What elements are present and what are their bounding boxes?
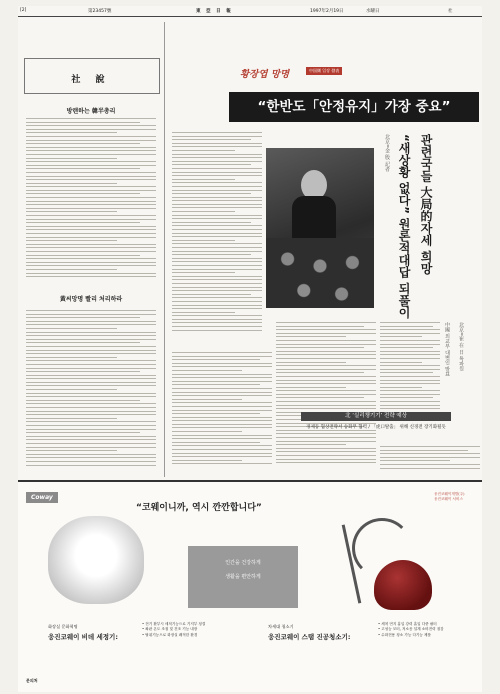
editorial-body-2 [26,310,156,470]
vertical-headline-2: “새상황 없다” 원론적대답 되풀이 [397,134,411,319]
newspaper-page [18,6,482,690]
bidet-product-image [48,516,144,604]
ad-company-lines: 웅진코웨이개발(주) 웅진코웨이 서비스 [434,492,465,501]
story-body-bottom-3 [380,446,480,474]
sub-article-subtitle: 경제등 협상전략서 승화무 협력 / 「虎口탈출」 위해 신경전 장기화될듯 [306,425,446,430]
editorial-body-1 [26,118,156,284]
story-body-bottom-1 [172,352,272,472]
main-headline: “한반도「안정유지」가장 중요” [229,92,479,122]
left-product-bullets: • 전기 환부시 세척기능으로 기저부 청결 • 좌판 온도 조절 및 건조 기능 내장 • 탈취기능으로 화장실 쾌적한 환경 [142,622,206,637]
story-body-bottom-2 [276,322,376,472]
page-header [18,6,482,17]
ad-tagline: “코웨이니까, 역시 깐깐합니다” [136,503,262,513]
right-product-name: 웅진코웨이 스탬 진공청소기: [268,633,351,641]
coway-advertisement [18,480,482,692]
editorial-column [18,22,165,477]
editorial-title-1: 방랜하는 韓半총리 [66,108,116,115]
left-product-name: 웅진코웨이 비데 세정기: [48,633,118,641]
editorial-title-2: 黃씨망명 빨리 처리하라 [59,296,123,303]
issue-weekday: 水曜日 [366,9,380,14]
section-mark: 社 [448,9,453,14]
story-kicker: 황장엽 망명 [240,69,290,80]
story-body-right [380,322,440,417]
issue-number: 第23457號 [88,9,112,14]
ad-center-slogan: 인간을 건강하게 생활을 편안하게 [188,546,298,608]
vacuum-product-image [348,510,446,614]
main-story [172,22,482,477]
vertical-headline-1: 관련국들 大局的자세 희망 [419,134,433,275]
issue-date: 1997年2月19日 [310,9,344,14]
kicker-tag: 中国側 입장 發表 [306,67,342,75]
audience-figures [266,238,374,308]
coway-logo: Coway [26,492,58,503]
byline-2: 中國 외교부 대변인 발표 [444,322,450,377]
right-product-kicker: 차세대 청소기 [268,624,294,629]
press-conference-photo [266,148,374,308]
paper-name: 東 亞 日 報 [196,9,233,14]
editorial-label: 社 說 [71,75,111,85]
contact-label: 문의처 [26,678,38,683]
byline-1: 北京=金 殷 記者 [384,134,390,172]
byline-3: 北京=崔 在 日 특파원 [458,322,464,371]
left-product-kicker: 화장실 문화혁명 [48,624,78,629]
right-product-bullets: • 세척 먼지 흡입 강력 흡입 다중 필터 • 고성능 모터, 저소음 설계 소비전력 절감 • 수화전용 청소 가능 다기능 제품 [378,622,444,637]
story-body-left [172,132,262,344]
page-number: [2] [20,8,27,13]
sub-article-banner: 北 ‘실리챙기기’ 전략 예상 [301,412,451,421]
